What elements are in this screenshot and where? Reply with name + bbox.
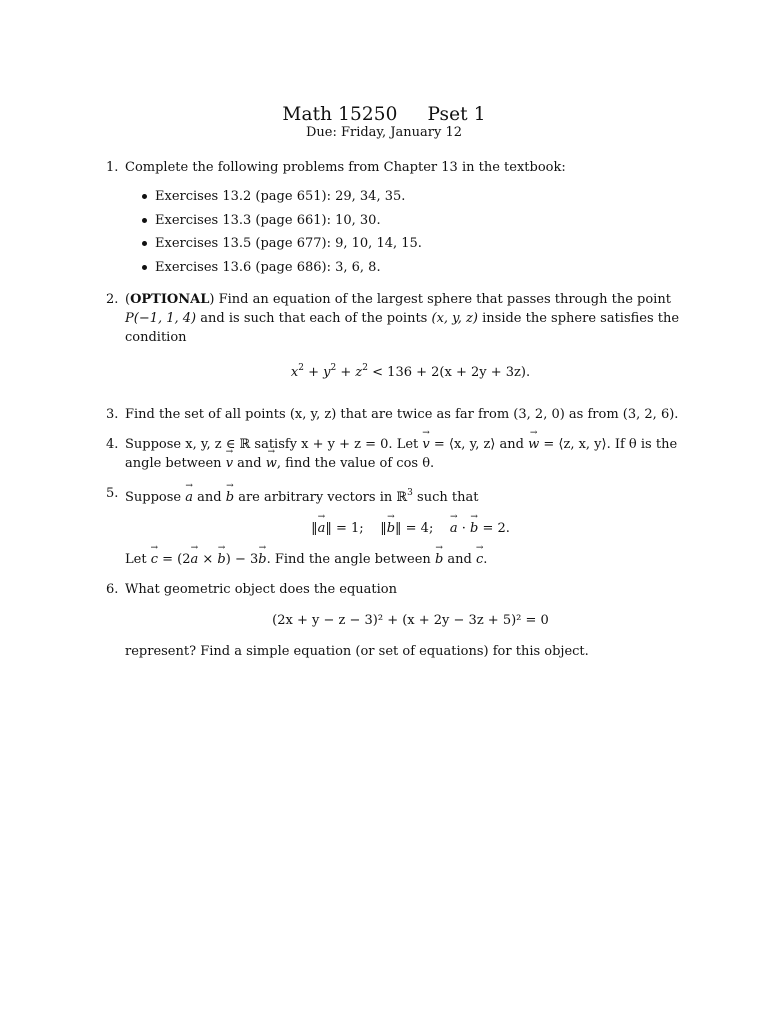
point-xyz: (x, y, z) bbox=[431, 311, 478, 326]
problem-text bbox=[125, 435, 696, 473]
vector-c: → c bbox=[476, 550, 483, 569]
problem-1 bbox=[106, 158, 696, 279]
optional-label: OPTIONAL bbox=[130, 292, 210, 307]
vector-a: → a bbox=[185, 488, 193, 507]
problem-text-part: Suppose x, y, z ∈ ℝ satisfy x + y + z = 0. Let bbox=[125, 437, 419, 452]
exercise-list bbox=[125, 185, 696, 279]
problem-number: 1. bbox=[106, 160, 119, 175]
problem-text-part: . bbox=[483, 552, 488, 567]
problem-text-part: and bbox=[233, 456, 266, 471]
exercise-item: Exercises 13.3 (page 661): 10, 30. bbox=[142, 209, 696, 233]
geometric-equation: (2x + y − z − 3)² + (x + 2y − 3z + 5)² = 0 bbox=[272, 613, 549, 628]
due-date: Due: Friday, January 12 bbox=[305, 125, 463, 140]
vector-v: → v bbox=[226, 454, 233, 473]
problem-text: What geometric object does the equation bbox=[125, 582, 398, 597]
problem-number: 4. bbox=[106, 437, 119, 452]
problem-number: 5. bbox=[106, 486, 119, 501]
problem-text: Let → c = (2→ a × → b) − 3→ b. Find the angle between → b and → c. bbox=[125, 550, 696, 569]
course-number: Math 15250 bbox=[282, 104, 398, 125]
pset-label: Pset 1 bbox=[427, 104, 486, 125]
problem-text: represent? Find a simple equation (or set of equations) for this object. bbox=[125, 644, 589, 659]
problem-list bbox=[106, 158, 696, 672]
vector-b: → b bbox=[435, 550, 443, 569]
dot-product: → a · → b = 2. bbox=[450, 521, 510, 536]
vector-w: → w bbox=[266, 454, 277, 473]
problem-3 bbox=[106, 405, 696, 424]
problem-text-part: , find the value of cos θ. bbox=[276, 456, 435, 471]
problem-text-part: and bbox=[193, 490, 226, 505]
dimension-superscript: 3 bbox=[407, 488, 413, 498]
vector-w: → w bbox=[528, 435, 539, 454]
problem-text-part: such that bbox=[412, 490, 479, 505]
problem-text-part: inside the sphere satisfies the condition bbox=[125, 311, 680, 345]
problem-text: (OPTIONAL) Find an equation of the largest sphere that passes through the point P(−1, 1, 4) and is such that each of the points (x, y, z) inside the sphere satisfies the condition bbox=[125, 292, 680, 345]
problem-4 bbox=[106, 435, 696, 473]
problem-number: 6. bbox=[106, 582, 119, 597]
exercise-item: Exercises 13.5 (page 677): 9, 10, 14, 15. bbox=[142, 232, 696, 256]
problem-text bbox=[125, 484, 696, 507]
problem-text: Complete the following problems from Chapter 13 in the textbook: bbox=[125, 160, 566, 175]
problem-text: Find the set of all points (x, y, z) that are twice as far from (3, 2, 0) as from (3, 2, 6). bbox=[125, 407, 679, 422]
problem-text-part: = ⟨x, y, z⟩ and bbox=[429, 437, 529, 452]
problem-text-part: are arbitrary vectors in ℝ bbox=[234, 490, 408, 505]
norm-a: ‖→ a‖ = 1; bbox=[311, 521, 364, 536]
problem-text-part: Suppose bbox=[125, 490, 186, 505]
problem-5 bbox=[106, 484, 696, 569]
vector-c: → c bbox=[151, 550, 158, 569]
page-title bbox=[0, 104, 768, 125]
exercise-item: Exercises 13.2 (page 651): 29, 34, 35. bbox=[142, 185, 696, 209]
equation-tail: < 136 + 2(x + 2y + 3z). bbox=[368, 365, 531, 380]
problem-2 bbox=[106, 290, 696, 394]
norm-b: ‖→ b‖ = 4; bbox=[380, 521, 433, 536]
problem-6 bbox=[106, 580, 696, 661]
problem-text-part: Let bbox=[125, 552, 151, 567]
point-p: P(−1, 1, 4) bbox=[125, 311, 197, 326]
problem-number: 2. bbox=[106, 292, 119, 307]
vector-conditions bbox=[125, 519, 696, 538]
sphere-condition-equation: $x^2 + y^2 + z^2 < 136 + 2(x + 2y + 3z)$. bbox=[290, 363, 531, 380]
exercise-item: Exercises 13.6 (page 686): 3, 6, 8. bbox=[142, 256, 696, 280]
vector-v: → v bbox=[422, 435, 429, 454]
problem-text-part: and bbox=[443, 552, 476, 567]
problem-text-part: Find an equation of the largest sphere that passes through the point bbox=[218, 292, 671, 307]
vector-b: → b bbox=[226, 488, 234, 507]
problem-text-part: = ⟨z, x, y⟩. If θ is the angle between bbox=[125, 437, 678, 471]
problem-number: 3. bbox=[106, 407, 119, 422]
problem-text-part: and is such that each of the points bbox=[200, 311, 428, 326]
